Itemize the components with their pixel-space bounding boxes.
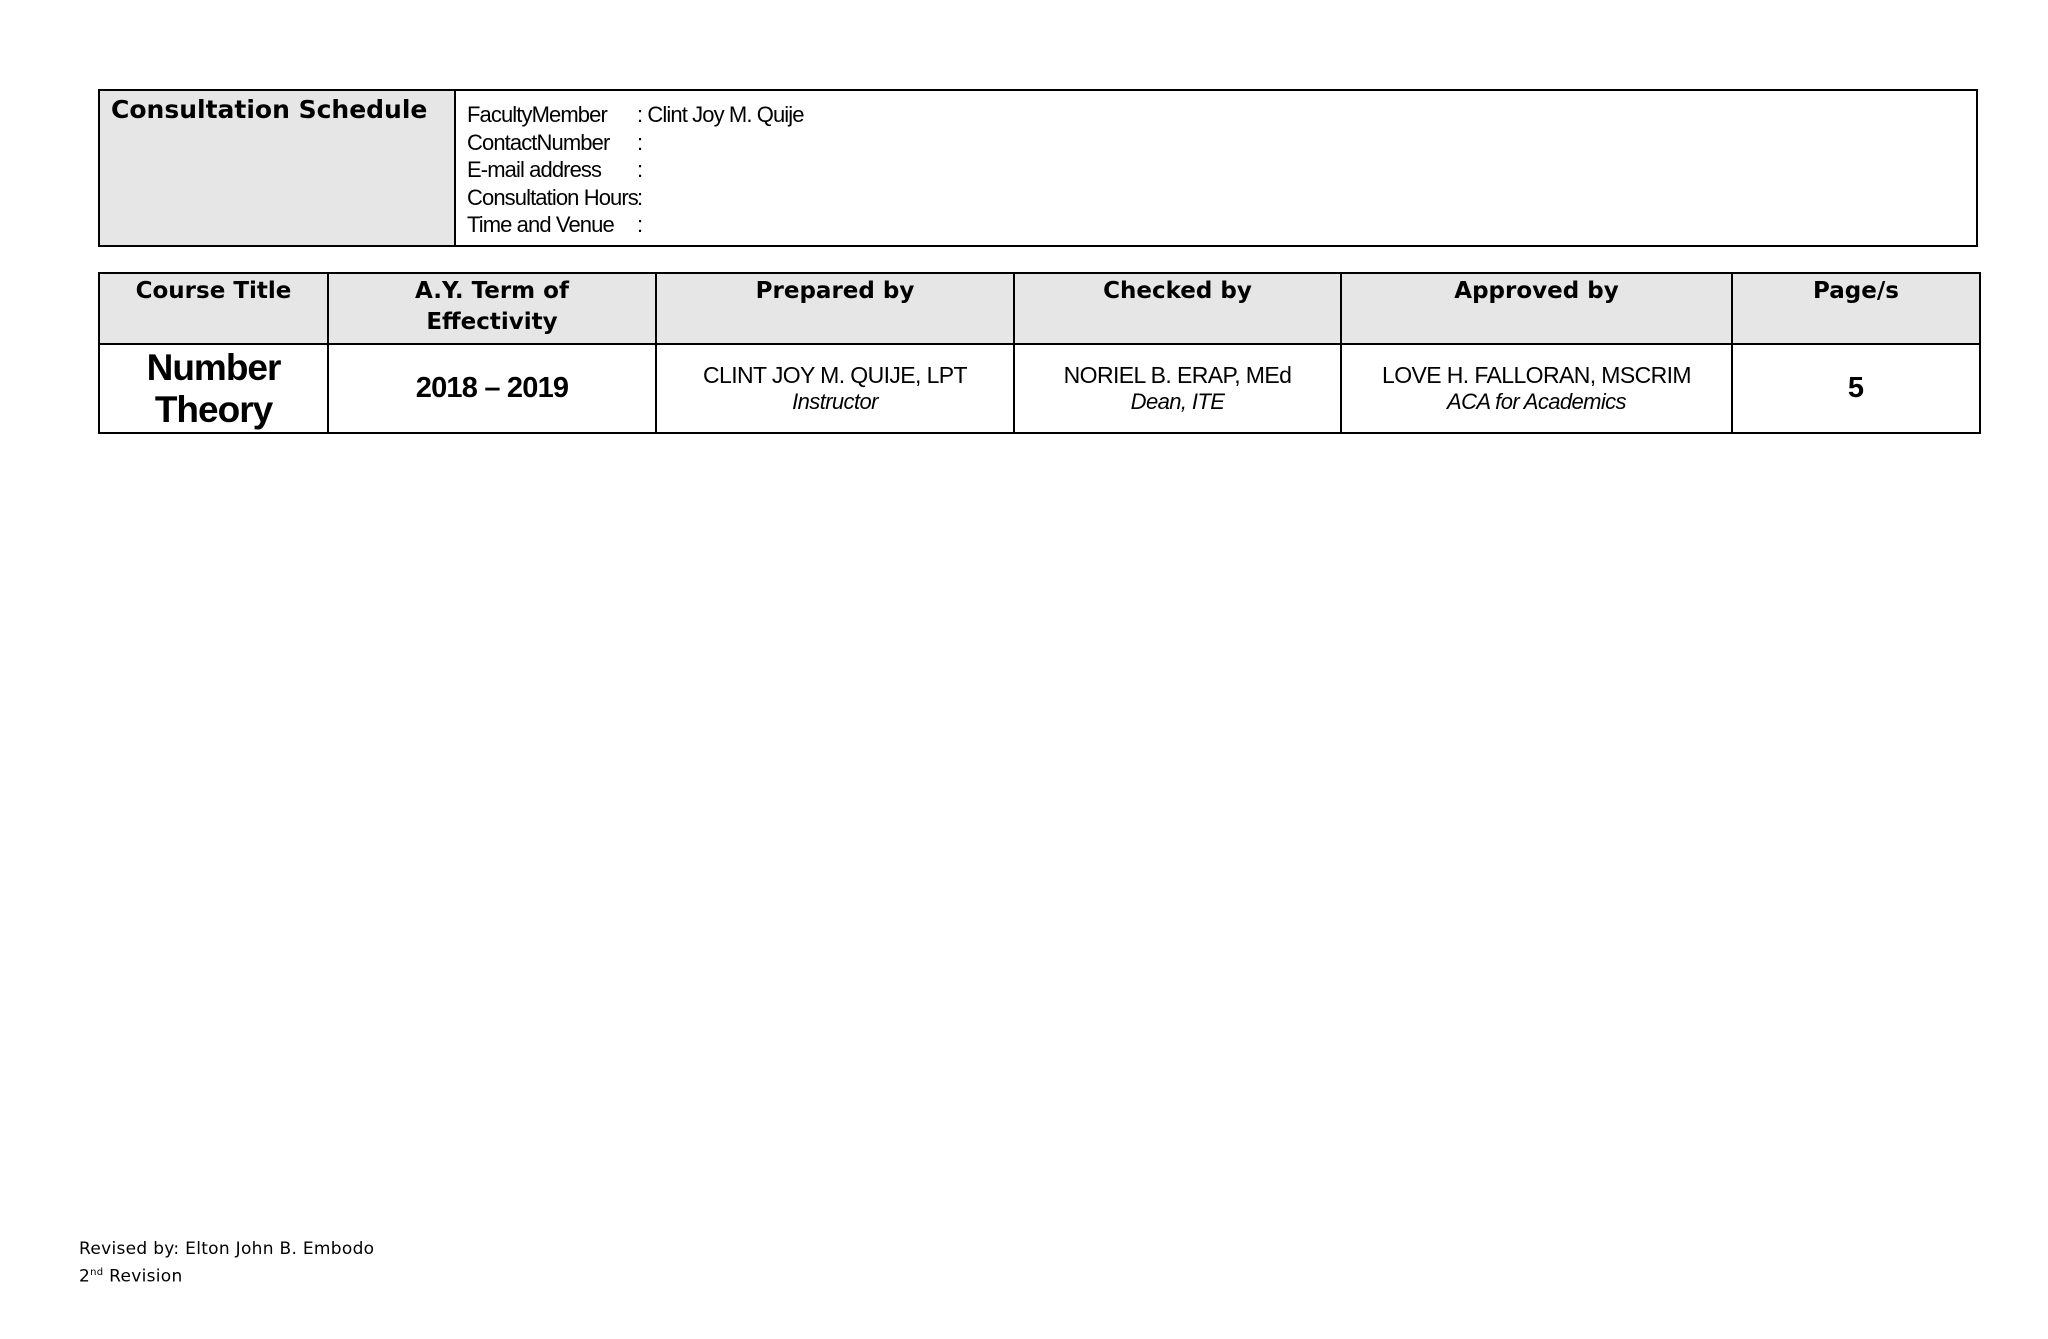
course-approval-table xyxy=(98,272,1981,434)
consultation-hours-value: : xyxy=(637,184,643,210)
course-title-line1: Number xyxy=(146,346,281,388)
time-venue-value: : xyxy=(637,212,643,237)
revision-ordinal: nd xyxy=(90,1267,104,1278)
email-address-row xyxy=(467,156,1976,184)
prepared-by-name: CLINT JOY M. QUIJE, LPT xyxy=(703,362,967,388)
approved-by-name: LOVE H. FALLORAN, MSCRIM xyxy=(1382,362,1691,388)
revision-label: Revision xyxy=(103,1266,183,1287)
course-title-line2: Theory xyxy=(154,388,273,430)
header-prepared-by: Prepared by xyxy=(656,273,1014,344)
term-cell: 2018 – 2019 xyxy=(328,344,656,433)
email-address-label: E-mail address xyxy=(467,157,602,182)
faculty-member-row xyxy=(467,101,1976,129)
time-venue-row xyxy=(467,211,1976,239)
contact-number-value: : xyxy=(637,129,643,155)
approved-by-cell xyxy=(1341,344,1732,433)
header-term-line1: A.Y. Term of xyxy=(415,278,569,304)
checked-by-role: Dean, ITE xyxy=(1130,389,1225,414)
faculty-member-label: FacultyMember xyxy=(467,102,607,127)
course-title-cell xyxy=(99,344,328,433)
email-address-value: : xyxy=(637,157,643,182)
revision-number: 2 xyxy=(79,1266,91,1287)
time-venue-label: Time and Venue xyxy=(467,212,614,237)
contact-number-label: ContactNumber xyxy=(467,129,610,155)
header-approved-by: Approved by xyxy=(1341,273,1732,344)
header-term-line2: Effectivity xyxy=(426,309,558,335)
faculty-member-value: : Clint Joy M. Quije xyxy=(637,102,804,127)
consultation-hours-row xyxy=(467,184,1976,212)
header-course-title: Course Title xyxy=(99,273,328,344)
pages-cell: 5 xyxy=(1732,344,1980,433)
consultation-details xyxy=(456,91,1976,245)
contact-number-row xyxy=(467,129,1976,157)
revised-by-text: Revised by: Elton John B. Embodo xyxy=(79,1239,375,1259)
consultation-hours-label: Consultation Hours xyxy=(467,184,638,210)
consultation-schedule-title: Consultation Schedule xyxy=(100,91,456,245)
header-pages: Page/s xyxy=(1732,273,1980,344)
checked-by-cell xyxy=(1014,344,1341,433)
header-checked-by: Checked by xyxy=(1014,273,1341,344)
consultation-schedule-box xyxy=(98,89,1978,247)
prepared-by-role: Instructor xyxy=(792,389,878,414)
revision-footer xyxy=(79,1237,374,1289)
prepared-by-cell xyxy=(656,344,1014,433)
header-term-effectivity xyxy=(328,273,656,344)
approved-by-role: ACA for Academics xyxy=(1447,389,1626,414)
table-header-row xyxy=(99,273,1980,344)
checked-by-name: NORIEL B. ERAP, MEd xyxy=(1063,362,1292,388)
revision-number-text xyxy=(79,1261,374,1289)
table-row xyxy=(99,344,1980,433)
